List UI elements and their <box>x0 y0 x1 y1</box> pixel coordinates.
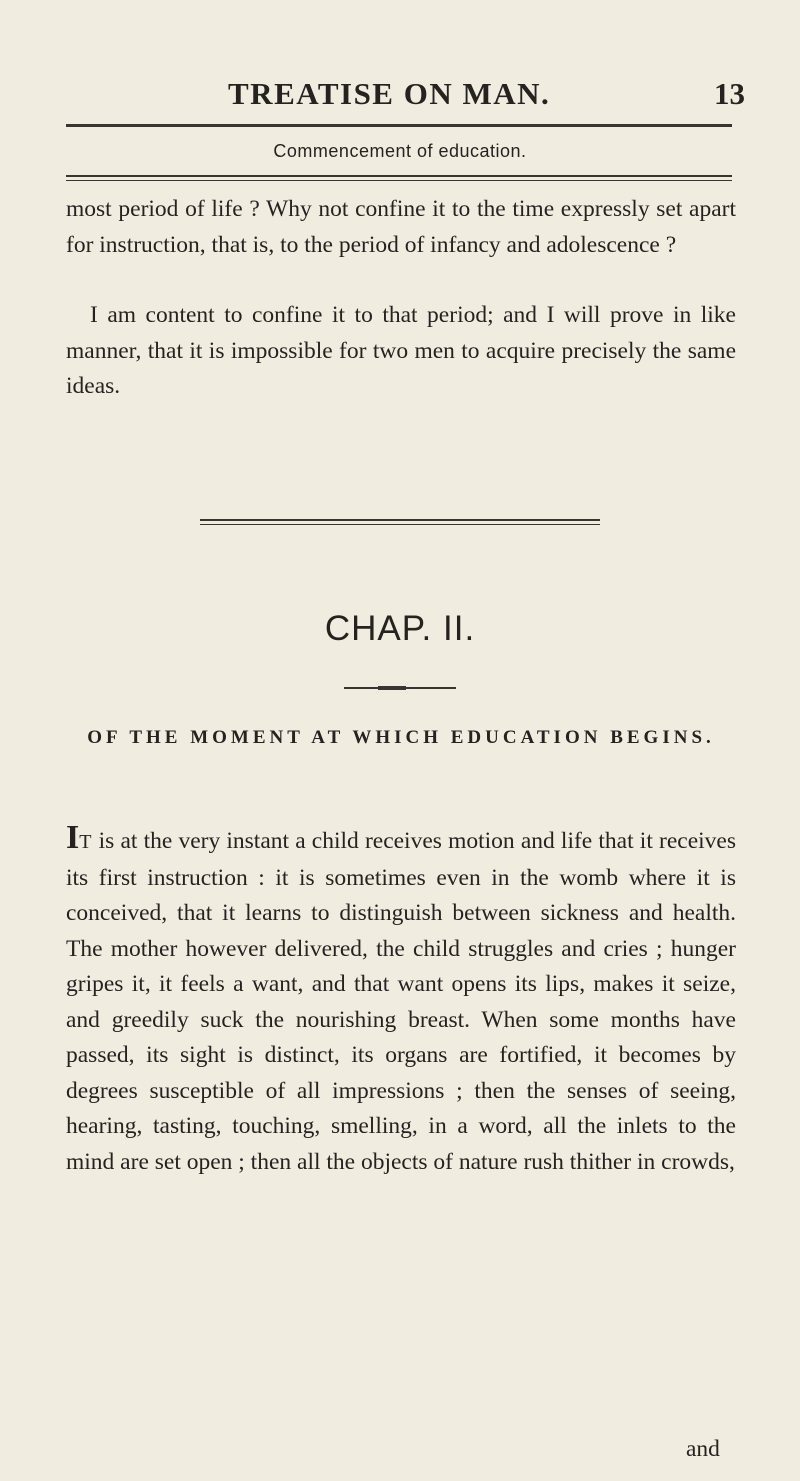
small-cap: T <box>79 831 93 853</box>
drop-cap: I <box>66 819 80 856</box>
header-rule <box>66 124 732 127</box>
chapter-ornament-center <box>378 686 406 690</box>
paragraph-continuation: most period of life ? Why not confine it to the time expressly set apart for instruction, that is, to the period of infancy and adolescence ? <box>66 196 736 258</box>
section-subhead: Commencement of education. <box>273 141 527 161</box>
page-number: 13 <box>714 76 745 111</box>
catchword: and <box>686 1436 720 1462</box>
running-head <box>0 76 800 116</box>
subhead-rule-thick <box>66 175 732 177</box>
running-title: TREATISE ON MAN. <box>228 76 551 111</box>
subhead-rule-thin <box>66 180 732 181</box>
chapter-number: CHAP. II. <box>324 609 476 648</box>
paragraph-body: is at the very instant a child receives motion and life that it receives its first instruction : it is sometimes even in the womb where it is conceived, that it learns to distinguish between sickness and health. The mother however delivered, the child struggles and cries ; hunger gripes it, it feels a want, and that want opens its lips, makes it seize, and greedily suck the nourishing breast. When some months have passed, its sight is distinct, its organs are fortified, it becomes by degrees susceptible of all impressions ; then the senses of seeing, hearing, tasting, touching, smelling, in a word, all the inlets to the mind are set open ; then all the objects of nature rush thither in crowds, <box>66 828 736 1175</box>
chapter-divider-thin <box>200 524 600 525</box>
chapter-title: OF THE MOMENT AT WHICH EDUCATION BEGINS. <box>87 727 715 748</box>
chapter-divider-thick <box>200 519 600 521</box>
chapter-opening-paragraph <box>66 820 736 1180</box>
paragraph: I am content to confine it to that period; and I will prove in like manner, that it is impossible for two men to acquire precisely the same ideas. <box>66 302 736 399</box>
